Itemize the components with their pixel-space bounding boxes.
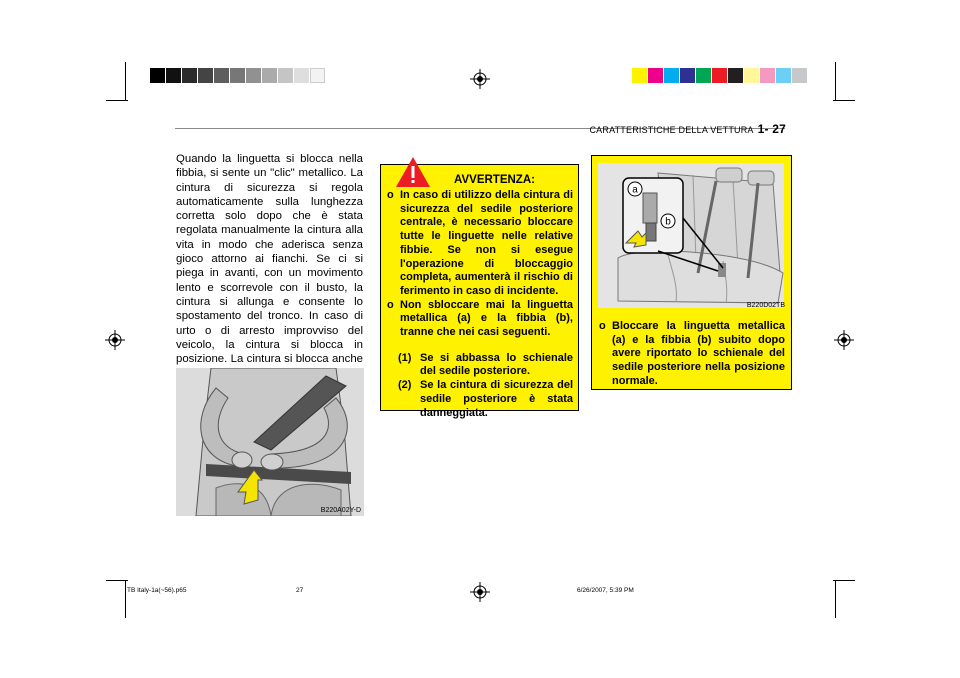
section-title: CARATTERISTICHE DELLA VETTURA: [589, 125, 754, 135]
warning-triangle-icon: [395, 156, 431, 188]
registration-mark-icon: [470, 582, 490, 602]
crop-mark: [833, 100, 855, 101]
crop-mark: [835, 580, 836, 618]
crop-mark: [125, 62, 126, 100]
warning-bullet: [387, 189, 573, 299]
footer-date: 6/26/2007, 5:39 PM: [577, 587, 634, 594]
seatbelt-illustration: [176, 368, 364, 516]
warning-body: [387, 189, 573, 420]
note-text: Bloccare la linguetta metallica (a) e la fibbia (b) subito dopo avere riportato lo schienale del sedile posteriore nella posizione normale.: [612, 320, 785, 387]
crop-mark: [833, 580, 855, 581]
number-marker: (1): [398, 351, 412, 364]
footer-page: 27: [296, 587, 304, 594]
bullet-marker: o: [387, 189, 394, 201]
crop-mark: [125, 580, 126, 618]
bullet-text: In caso di utilizzo della cintura di sicurezza del sedile posteriore centrale, è necessario bloccare tutte le linguette nelle relative fibbie. Se non si esegue l'operazione di bloccaggio completa, aumenterà il rischio di ferimento in caso di incidente.: [400, 189, 573, 297]
numbered-text: Se la cintura di sicurezza del sedile posteriore è stata danneggiata.: [420, 379, 573, 419]
footer-filename: TB Italy-1a(~56).p65: [127, 587, 187, 594]
passenger-buckling-illustration: [176, 368, 364, 516]
page-header: [589, 122, 786, 136]
rear-seat-illustration: [598, 163, 784, 308]
warning-numbered-item: [398, 379, 573, 420]
warning-numbered-item: [398, 352, 573, 379]
number-marker: (2): [398, 379, 412, 392]
registration-mark-icon: [470, 69, 490, 89]
label-a: a: [632, 184, 638, 196]
label-b: b: [665, 216, 671, 228]
registration-mark-icon: [105, 330, 125, 350]
warning-box: [380, 164, 579, 419]
figure-code: B220A02Y-D: [320, 507, 361, 514]
rear-seat-belt-illustration: [598, 163, 784, 308]
figure-code: B220D02TB: [746, 302, 785, 309]
page-number: 1- 27: [757, 122, 786, 136]
crop-mark: [106, 580, 128, 581]
crop-mark: [835, 62, 836, 100]
bullet-marker: o: [599, 320, 606, 332]
registration-mark-icon: [834, 330, 854, 350]
numbered-text: Se si abbassa lo schienale del sedile posteriore.: [420, 351, 573, 378]
intro-paragraph: Quando la linguetta si blocca nella fibbia, si sente un "clic" metallico. La cintura di sicurezza si regola automaticamente sulla lunghezza corretta solo dopo che è stata regolata manualmente la cintura alla vita in modo che aderisca senza gioco attorno ai fianchi. Se ci si piega in avanti, con un movimento lento e scorrevole con il busto, la cintura si allunga e consente lo spostamento del tronco. In caso di urto o di arresto improvviso del veicolo, la cintura si blocca in posizione. La cintura si blocca anche: [176, 153, 363, 366]
bullet-text: Non sbloccare mai la linguetta metallica (a) e la fibbia (b), tranne che nei casi seguenti.: [400, 298, 573, 339]
warning-bullet: [387, 299, 573, 340]
crop-mark: [106, 100, 128, 101]
note-box: [591, 155, 792, 390]
note-bullet: [599, 320, 785, 389]
bullet-marker: o: [387, 298, 394, 311]
warning-title: AVVERTENZA:: [454, 174, 535, 186]
